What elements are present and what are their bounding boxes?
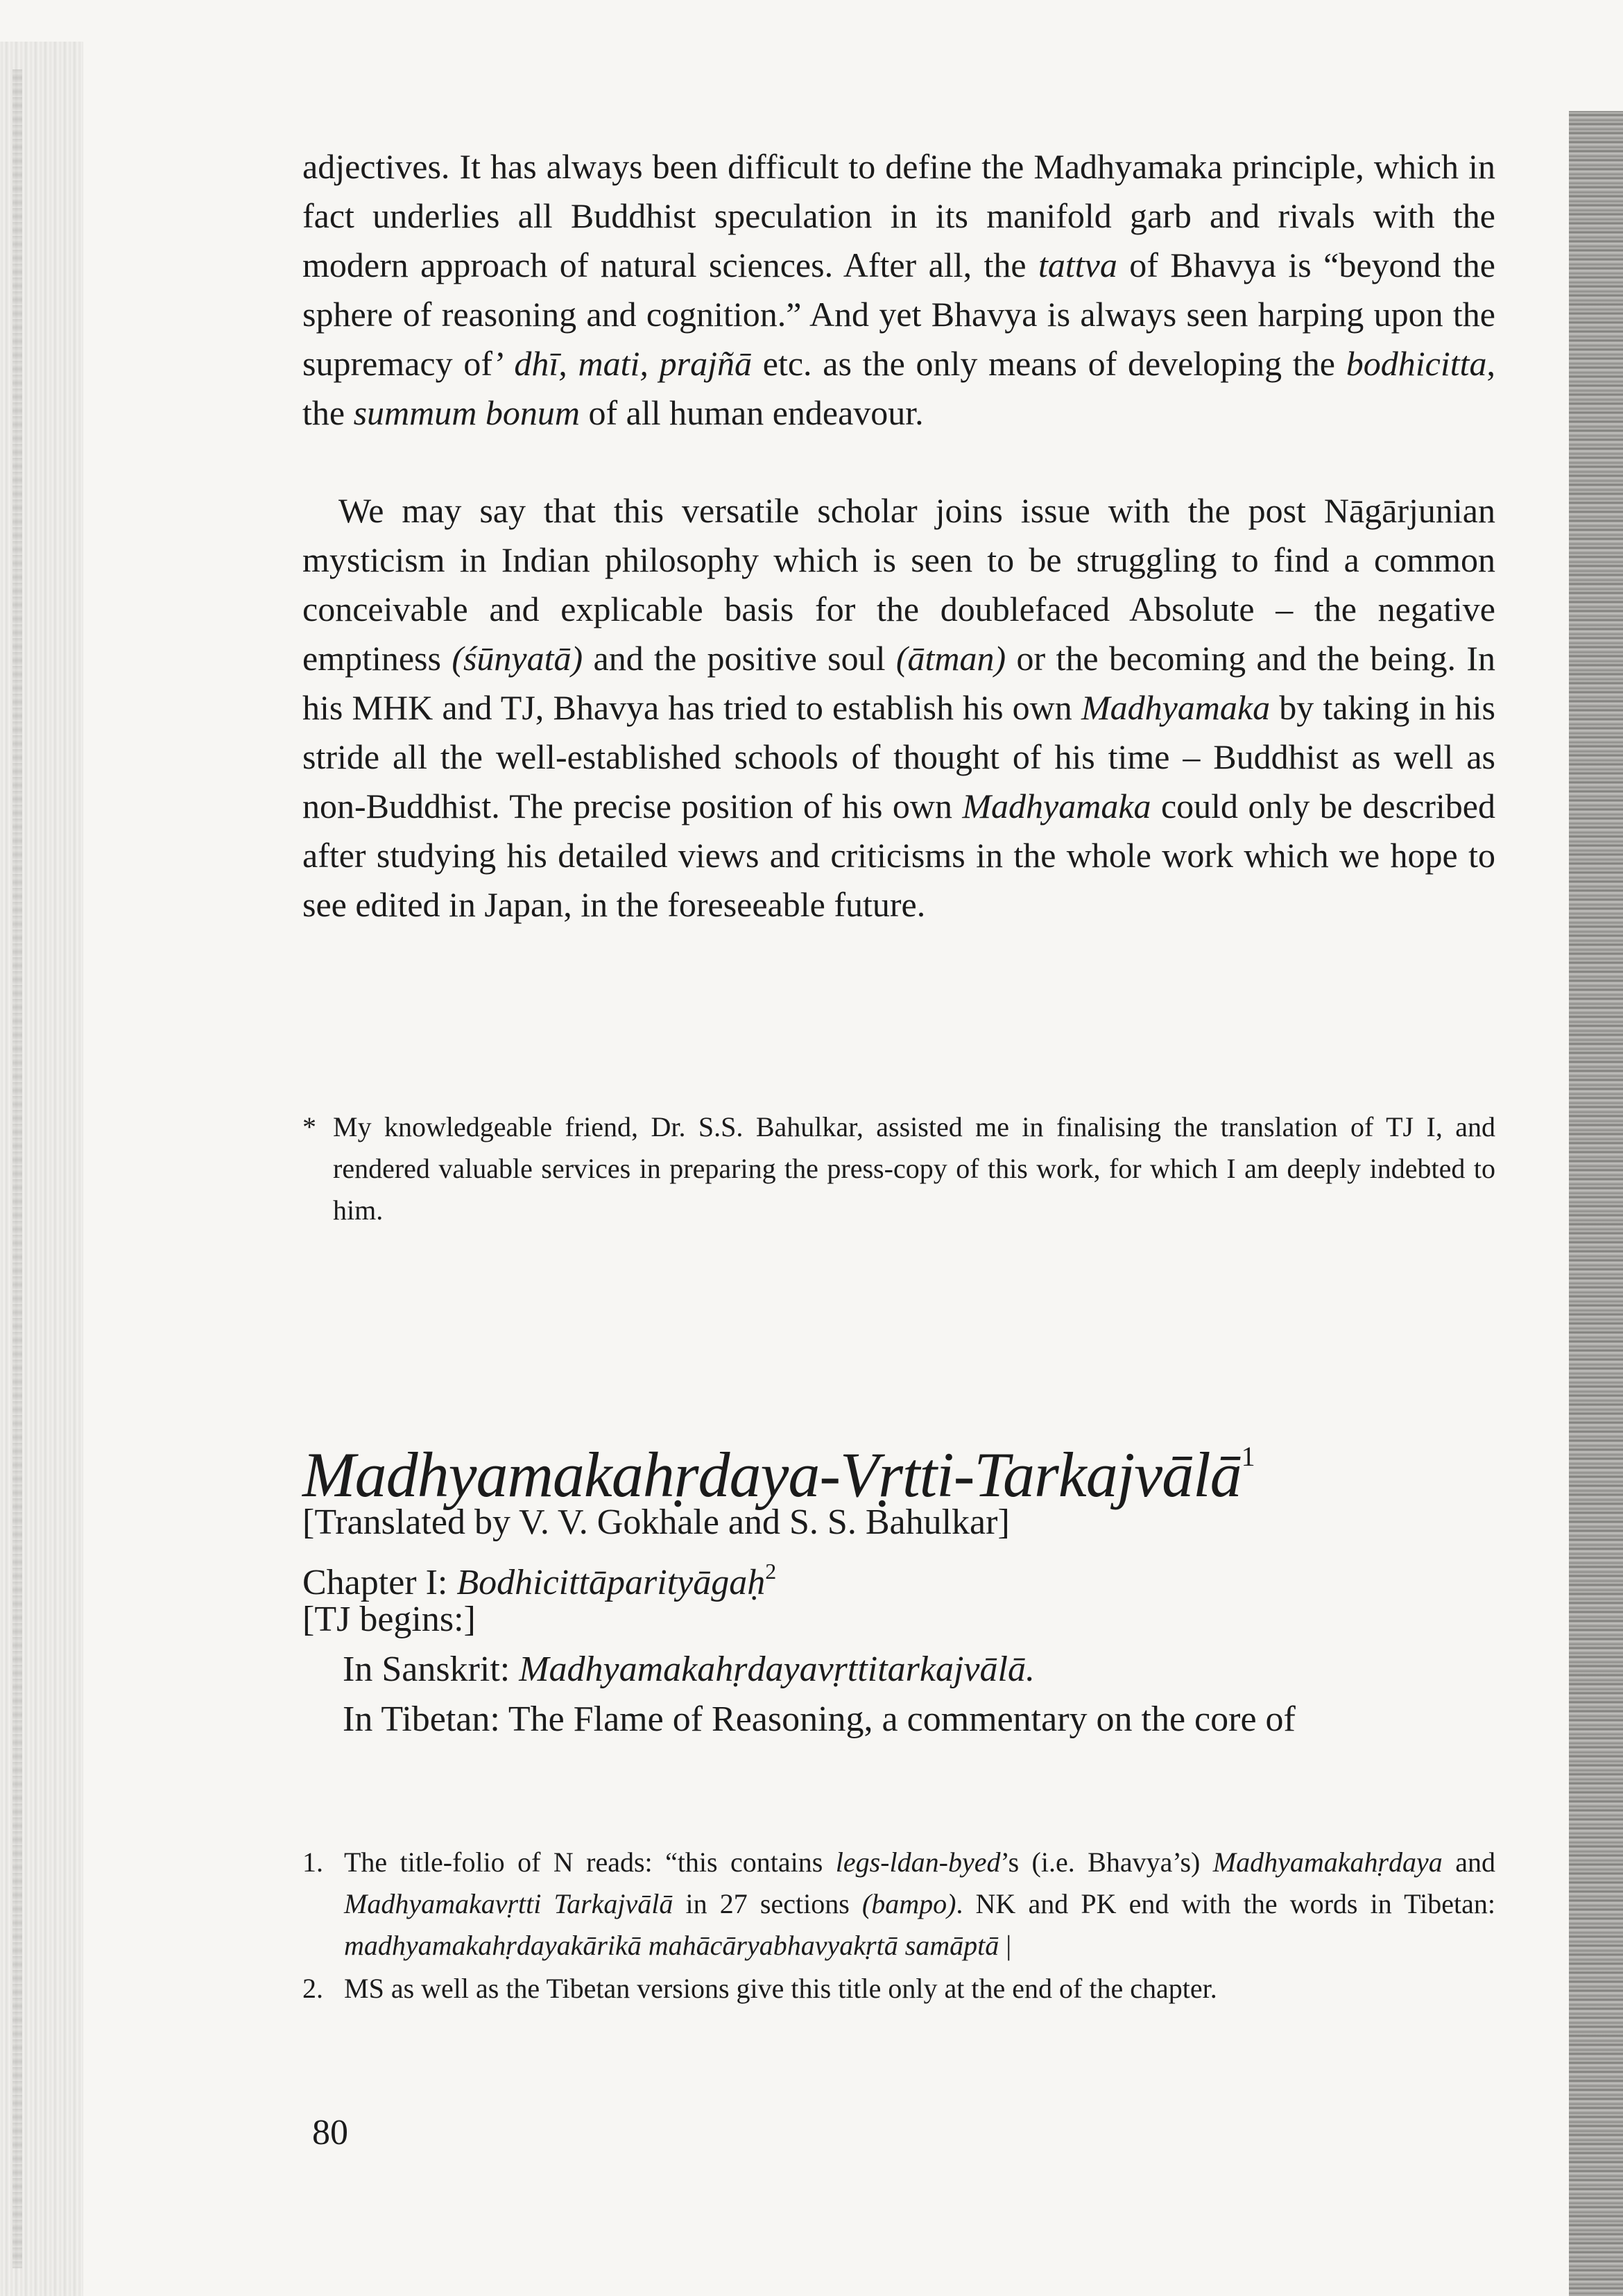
sanskrit-title-line: In Sanskrit: Madhyamakahṛdayavṛttitarkajvālā.: [343, 1650, 1035, 1689]
section-title: Madhyamakahṛdaya-Vṛtti-Tarkajvālā$^1$: [302, 1439, 1255, 1510]
acknowledgement-footnote: [302, 1106, 1495, 1231]
acknowledgement-footnote-text: My knowledgeable friend, Dr. S.S. Bahulkar, assisted me in finalising the translation of TJ I, and rendered valuable services in preparing the press-copy of this work, for which I am deeply indebted to him.: [333, 1111, 1495, 1226]
body-paragraph-2: We may say that this versatile scholar joins issue with the post Nāgārjunian mysticism in Indian philosophy which is seen to be struggling to find a common conceivable and explicable basis for the doublefaced Absolute – the negative emptiness (śūnyatā) and the positive soul (ātman) or the becoming and the being. In his MHK and TJ, Bhavya has tried to establish his own Madhyamaka by taking in his stride all the well-established schools of thought of his time – Buddhist as well as non-Buddhist. The precise position of his own Madhyamaka could only be described after studying his detailed views and criticisms in the whole work which we hope to see edited in Japan, in the foreseeable future.: [302, 491, 1496, 924]
tj-begins-line: [TJ begins:]: [302, 1600, 476, 1639]
page-number: 80: [312, 2113, 348, 2152]
body-paragraph-1: adjectives. It has always been difficult to define the Madhyamaka principle, which in fact underlies all Buddhist speculation in its manifold garb and rivals with the modern approach of natural sciences. After all, the tattva of Bhavya is “beyond the sphere of reasoning and cognition.” And yet Bhavya is always seen harping upon the supremacy of’ dhī, mati, prajñā etc. as the only means of developing the bodhicitta, the summum bonum of all human endeavour.: [302, 147, 1495, 432]
scan-edge-shadow-right: [1569, 111, 1623, 2296]
footnote-1: 1. The title-folio of N reads: “this contains legs-ldan-byed’s (i.e. Bhavya’s) Madhyamakahṛdaya and Madhyamakavṛtti Tarkajvālā in 27 sections (bampo). NK and PK end with the words in Tibetan: madhyamakahṛdayakārikā mahācāryabhavyakṛtā samāptā |: [302, 1847, 1496, 1961]
scan-binding-shadow-left: [0, 42, 83, 2296]
footnotes: [302, 1842, 1495, 2011]
footnote-asterisk: *: [302, 1111, 316, 1142]
title-footnote-ref: 1: [1241, 1441, 1255, 1472]
chapter-heading: Chapter I: Bodhicittāparityāgaḥ$^2$: [302, 1559, 777, 1602]
footnote-2: 2. MS as well as the Tibetan versions give this title only at the end of the chapter.: [302, 1973, 1217, 2004]
tibetan-title-line: In Tibetan: The Flame of Reasoning, a commentary on the core of: [343, 1699, 1296, 1739]
translators-line: [Translated by V. V. Gokhale and S. S. Bahulkar]: [302, 1502, 1010, 1542]
chapter-footnote-ref: 2: [765, 1559, 777, 1584]
